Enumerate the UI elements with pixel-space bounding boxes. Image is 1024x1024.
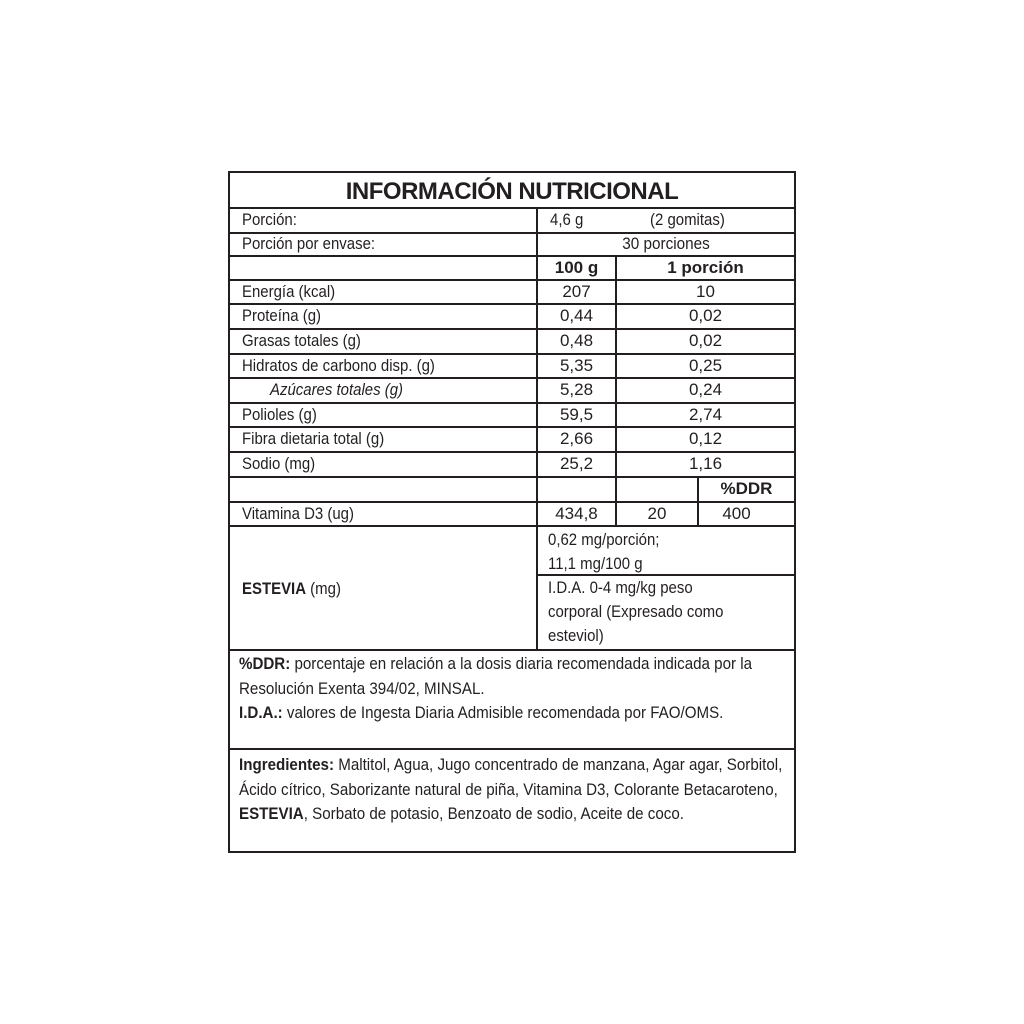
ddr-definition: porcentaje en relación a la dosis diaria recomendada indicada por la Resolución Exenta 394/02, MINSAL. [239,654,753,698]
label-title: INFORMACIÓN NUTRICIONAL [345,178,679,205]
ingredients-list-end: , Sorbato de potasio, Benzoato de sodio, Aceite de coco. [303,804,684,823]
divider [230,426,794,428]
divider [230,279,794,281]
stevia-label [242,579,341,599]
stevia-amount-line: 0,62 mg/porción; [548,530,660,549]
ingredients-list: Maltitol, Agua, Jugo concentrado de manzana, Agar agar, Sorbitol, Ácido cítrico, Saborizante natural de piña, Vitamina D3, Colorante Betacaroteno, [239,755,783,799]
divider [230,377,794,379]
nutrient-per-portion: 0,24 [688,380,723,399]
divider [230,255,794,257]
stevia-label-unit: (mg) [306,579,341,598]
nutrient-label: Hidratos de carbono disp. (g) [242,356,435,375]
stevia-ida-line: corporal (Expresado como [548,602,724,621]
portion-label: Porción: [242,210,297,229]
nutrient-per-portion: 0,02 [688,331,723,350]
nutrient-per100: 5,28 [559,380,594,399]
nutrient-per-portion: 2,74 [688,405,723,424]
nutrient-per-portion: 0,25 [688,356,723,375]
nutrient-label: Energía (kcal) [242,282,336,301]
stevia-label-name: ESTEVIA [242,579,307,598]
nutrient-per-portion: 10 [696,282,715,301]
nutrient-label-sub: Azúcares totales (g) [270,380,404,399]
nutrient-per100: 0,48 [559,331,594,350]
nutrient-label: Fibra dietaria total (g) [242,429,385,448]
nutrient-label: Proteína (g) [242,306,321,325]
vitamin-ddr: 400 [722,504,751,523]
column-header-ddr: %DDR [720,479,773,498]
column-divider [536,207,538,255]
stevia-ida-line: I.D.A. 0-4 mg/kg peso [548,578,693,597]
divider [230,207,794,209]
divider [230,303,794,305]
divider [230,501,794,503]
portions-per-pack-label: Porción por envase: [242,234,376,253]
vitamin-per100: 434,8 [555,504,598,523]
notes-paragraph [239,652,788,726]
divider [230,353,794,355]
vitamin-label: Vitamina D3 (ug) [242,504,354,523]
nutrient-per100: 5,35 [559,356,594,375]
divider [230,328,794,330]
stevia-amount-line: 11,1 mg/100 g [548,554,643,573]
nutrient-label: Sodio (mg) [242,454,316,473]
divider [230,476,794,478]
ingredients-highlight: ESTEVIA [239,804,304,823]
ida-definition: valores de Ingesta Diaria Admisible recomendada por FAO/OMS. [282,703,724,722]
ingredients-term: Ingredientes: [239,755,335,774]
divider [230,649,794,651]
nutrient-per100: 25,2 [559,454,594,473]
divider [230,525,794,527]
divider [230,748,794,750]
nutrient-per-portion: 0,02 [688,306,723,325]
ingredients-paragraph [239,753,788,827]
nutrient-per100: 2,66 [559,429,594,448]
stevia-ida-line: esteviol) [548,626,604,645]
divider [230,402,794,404]
ida-term: I.D.A.: [239,703,283,722]
nutrient-per100: 59,5 [559,405,594,424]
nutrient-per-portion: 0,12 [688,429,723,448]
nutrition-facts-label [228,171,796,853]
nutrient-per-portion: 1,16 [688,454,723,473]
nutrient-per100: 207 [562,282,591,301]
portion-value: 4,6 g [550,210,584,229]
nutrient-label: Grasas totales (g) [242,331,361,350]
vitamin-per-portion: 20 [647,504,667,523]
divider [536,574,794,576]
column-header-portion: 1 porción [667,258,744,277]
portions-per-pack-value: 30 porciones [622,234,710,253]
portion-detail: (2 gomitas) [650,210,725,229]
column-header-100g: 100 g [554,258,599,277]
nutrient-label: Polioles (g) [242,405,317,424]
nutrient-per100: 0,44 [559,306,594,325]
divider [230,451,794,453]
ddr-term: %DDR: [239,654,291,673]
